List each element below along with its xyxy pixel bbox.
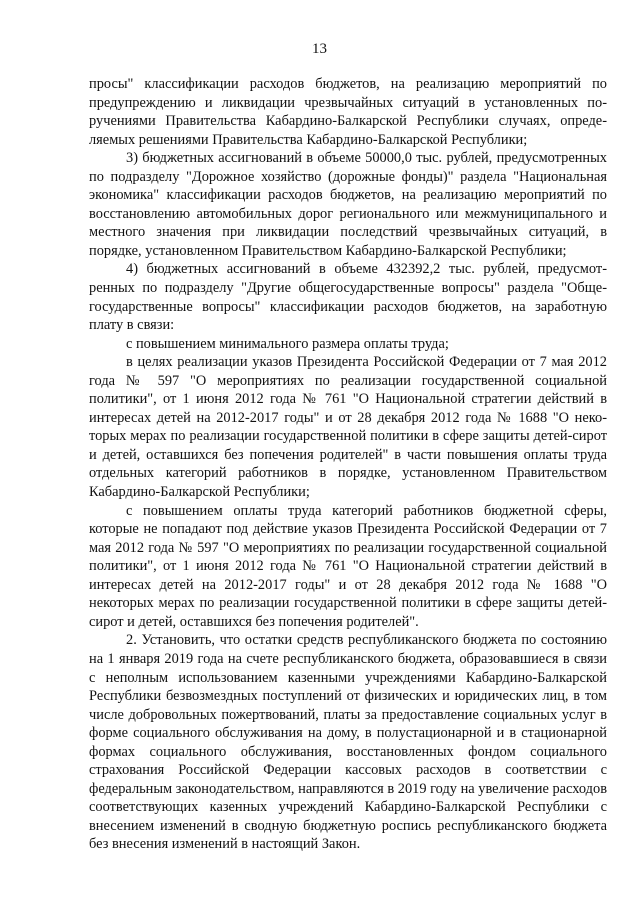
paragraph: просы" классификации расходов бюджетов, на реализацию мероприятий по предупреждению и ликвидации чрезвычайных ситуаций в установленных поручениями Правительства Кабардино-Балкарской Республики случаях, определяемых решениями Правительства Кабардино-Балкарской Республики; [89, 76, 607, 148]
paragraph: с повышением оплаты труда категорий работников бюджетной сферы, которые не попадают под действие указов Президента Российской Федерации от 7 мая 2012 года № 597 "О мероприятиях по реализации государственной социальной политики", от 1 июня 2012 года № 761 "О Национальной стратегии действий в интересах детей на 2012-2017 годы" и от 28 декабря 2012 года № 1688 "О некоторых мерах по реализации государственной политики в сфере защиты детей-сирот и детей, оставшихся без попечения родителей". [89, 502, 607, 630]
paragraph: 3) бюджетных ассигнований в объеме 50000,0 тыс. рублей, предусмотренных по подразделу "Дорожное хозяйство (дорожные фонды)" раздела "Национальная экономика" классификации расходов бюджетов, на реализацию мероприятий по восстановлению автомобильных дорог регионального или межмуниципального и местного значения при ликвидации последствий чрезвычайных ситуаций, в порядке, установленном Правительством Кабардино-Балкарской Республики; [89, 150, 607, 259]
paragraph: в целях реализации указов Президента Российской Федерации от 7 мая 2012 года № 597 "О мероприятиях по реализации государственной социальной политики", от 1 июня 2012 года № 761 "О Национальной стратегии действий в интересах детей на 2012-2017 годы" и от 28 декабря 2012 года № 1688 "О некоторых мерах по реализации государственной политики в сфере защиты детей-сирот и детей, оставшихся без попечения родителей" в части повышения оплаты труда отдельных категорий работников в порядке, установленном Правительством Кабардино-Балкарской Республики; [89, 354, 607, 501]
paragraph: с повышением минимального размера оплаты труда; [126, 335, 449, 352]
page-number: 13 [312, 41, 327, 57]
paragraph: 4) бюджетных ассигнований в объеме 432392,2 тыс. рублей, предусмотренных по подразделу "Другие общегосударственные вопросы" раздела "Общегосударственные вопросы" классификации расходов бюджетов, на заработную плату в связи: [89, 261, 607, 334]
paragraph: 2. Установить, что остатки средств республиканского бюджета по состоянию на 1 января 2019 года на счете республиканского бюджета, образовавшиеся в связи с неполным использованием казенными учреждениями Кабардино-Балкарской Республики безвозмездных поступлений от физических и юридических лиц, в том числе добровольных пожертвований, платы за предоставление социальных услуг в форме социального обслуживания на дому, в полустационарной и в стационарной формах социального обслуживания, восстановленных фондом социального страхования Российской Федерации кассовых расходов в соответствии с федеральным законодательством, направляются в 2019 году на увеличение расходов соответствующих казенных учреждений Кабардино-Балкарской Республики с внесением изменений в сводную бюджетную роспись республиканского бюджета без внесения изменений в настоящий Закон. [89, 632, 607, 853]
document-body [89, 75, 607, 854]
